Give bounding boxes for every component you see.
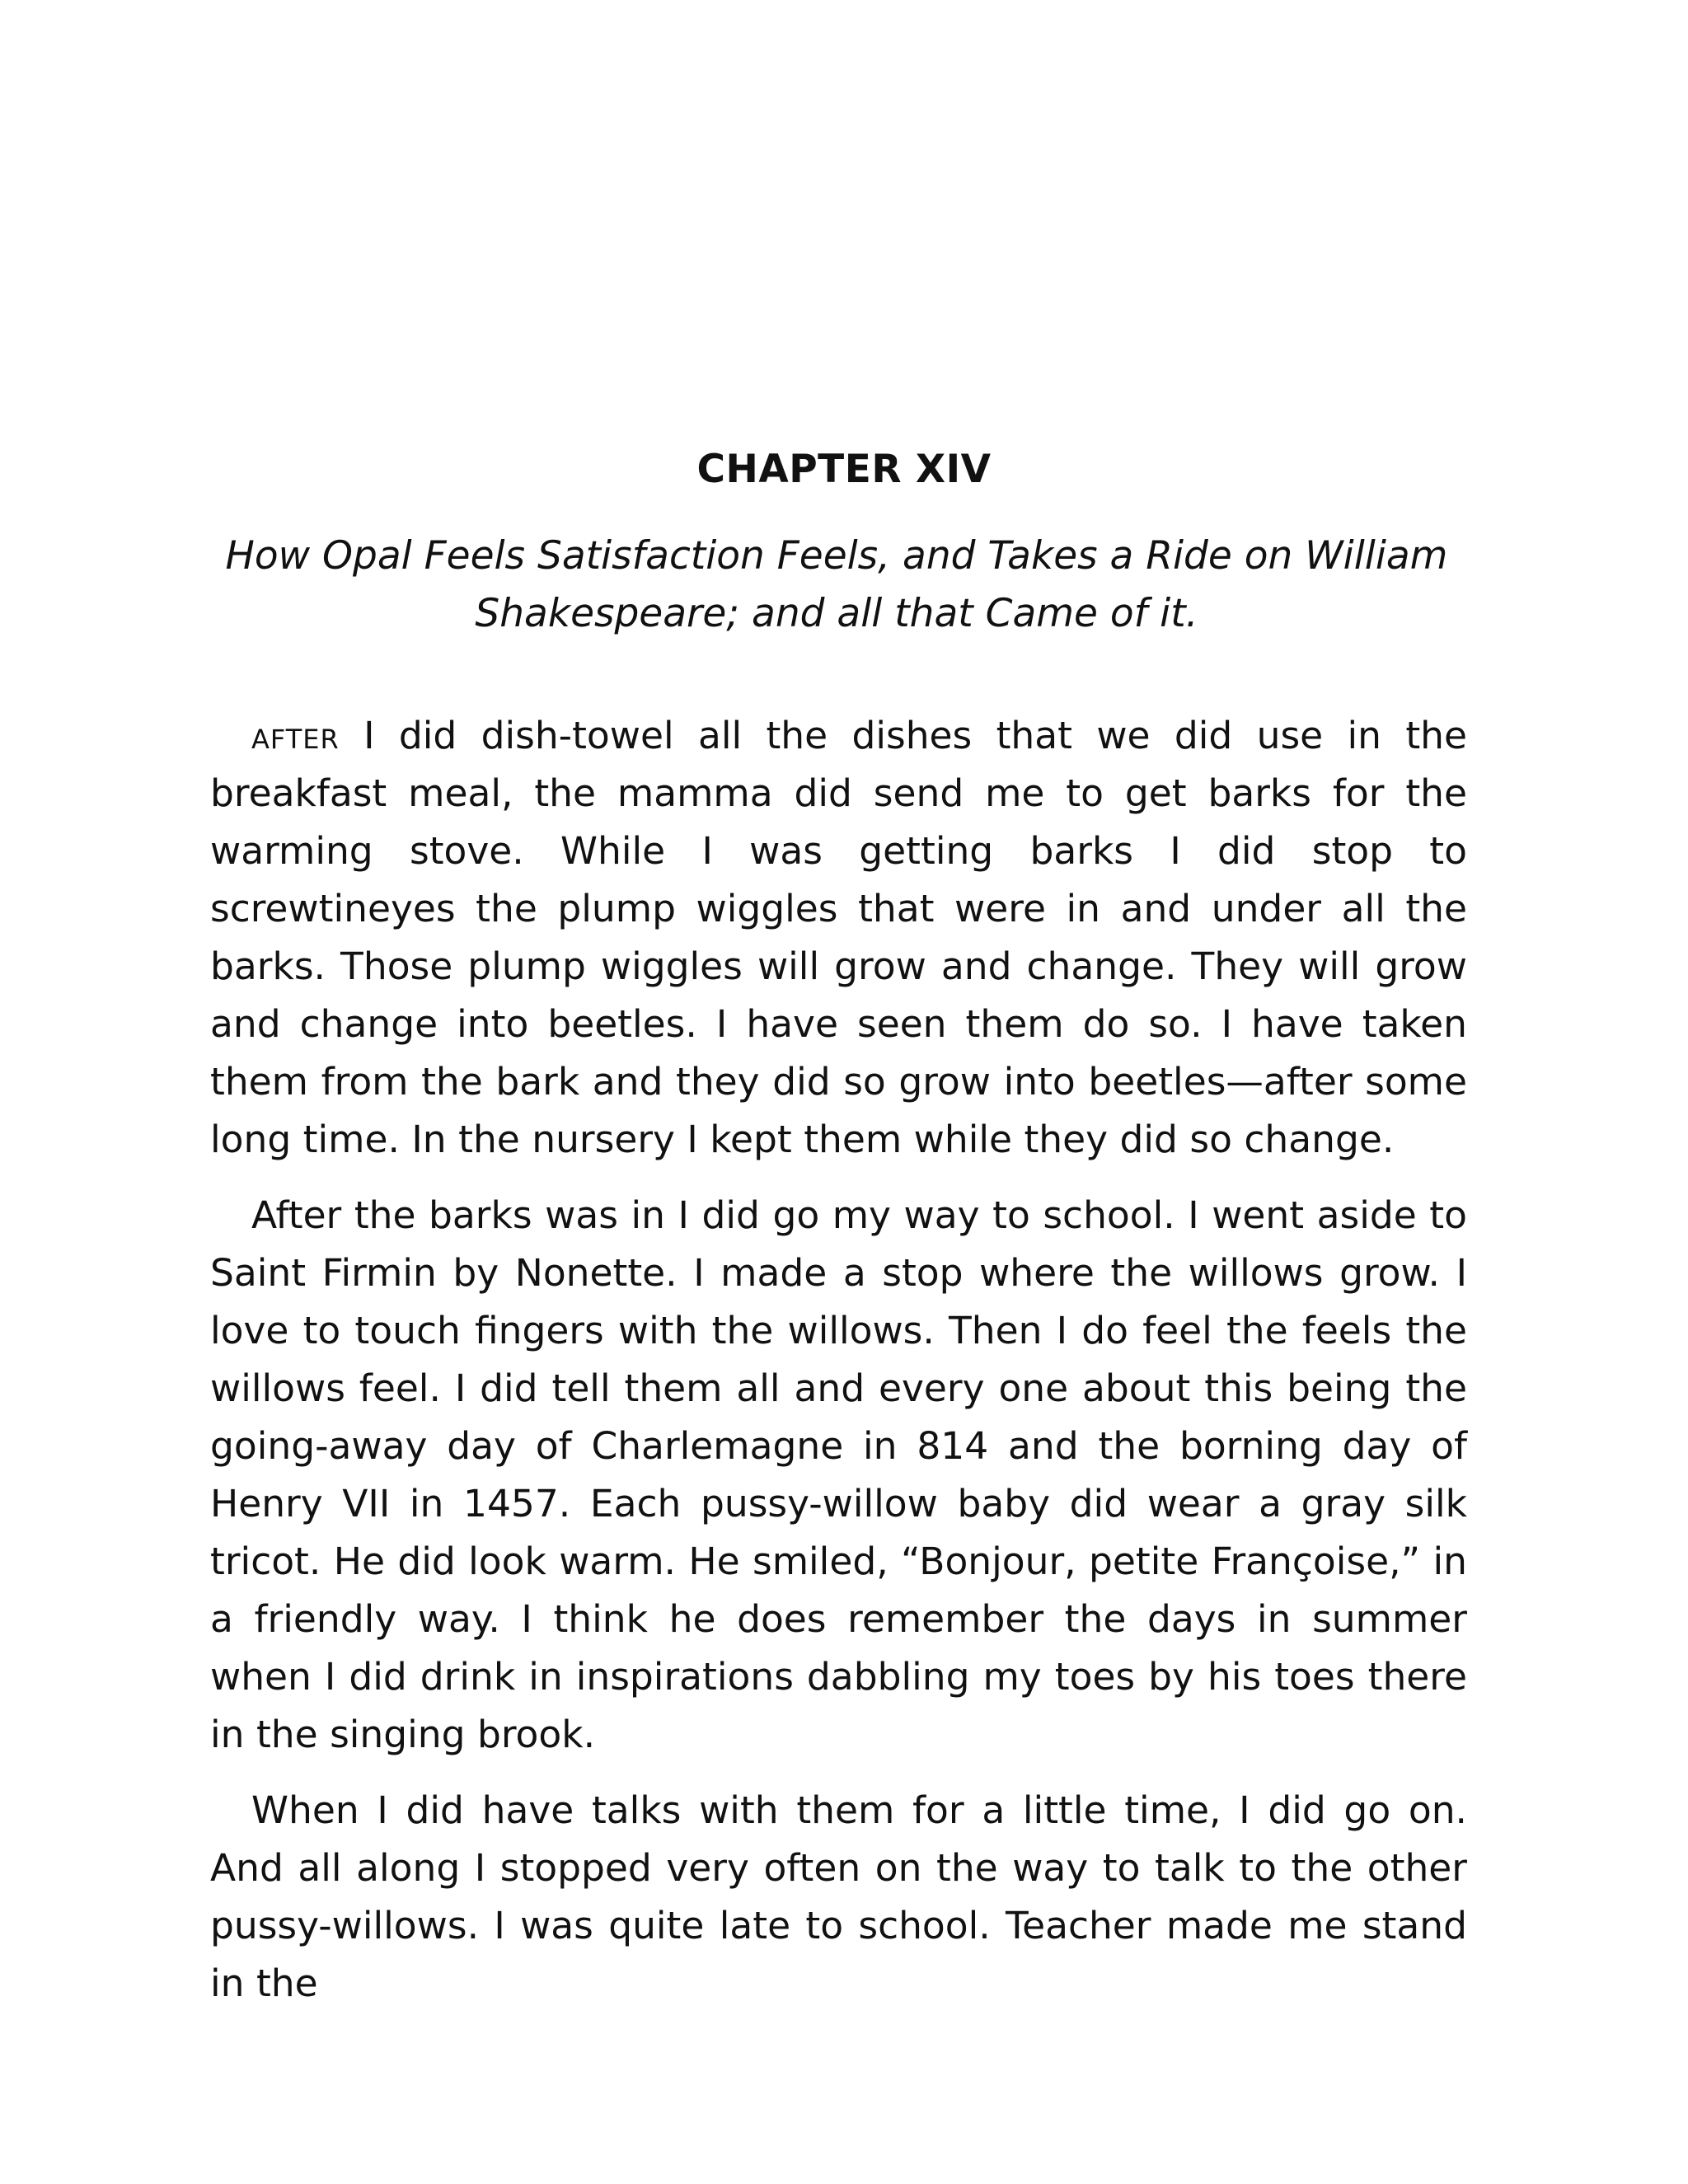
paragraph-2: After the barks was in I did go my way to school. I went aside to Saint Firmin by Nonette. I made a stop where the willows grow. I love to touch fingers with the willows. Then I do feel the feels the willows feel. I did tell them all and every one about this being the going-away day of Charlemagne in 814 and the borning day of Henry VII in 1457. Each pussy-willow baby did wear a gray silk tricot. He did look warm. He smiled, “Bonjour, petite Françoise,” in a friendly way. I think he does remember the days in summer when I did drink in inspirations dabbling my toes by his toes there in the singing brook.: [210, 1193, 1467, 1756]
paragraph-1: [210, 707, 1467, 1169]
chapter-body: [210, 707, 1467, 2031]
chapter-heading: CHAPTER XIV: [696, 447, 992, 492]
paragraph-3: When I did have talks with them for a little time, I did go on. And all along I stopped very often on the way to talk to the other pussy-willows. I was quite late to school. Teacher made me stand in the: [210, 1788, 1467, 2005]
drop-word: after: [251, 714, 340, 757]
chapter-subtitle: How Opal Feels Satisfaction Feels, and Takes a Ride on William Shakespeare; and all that Came of it.: [225, 533, 1448, 636]
paragraph-1-text: I did dish-towel all the dishes that we did use in the breakfast meal, the mamma did send me to get barks for the warming stove. While I was getting barks I did stop to screwtineyes the plump wiggles that were in and under all the barks. Those plump wiggles will grow and change. They will grow and change into beetles. I have seen them do so. I have taken them from the bark and they did so grow into beetles—after some long time. In the nursery I kept them while they did so change.: [210, 714, 1467, 1161]
